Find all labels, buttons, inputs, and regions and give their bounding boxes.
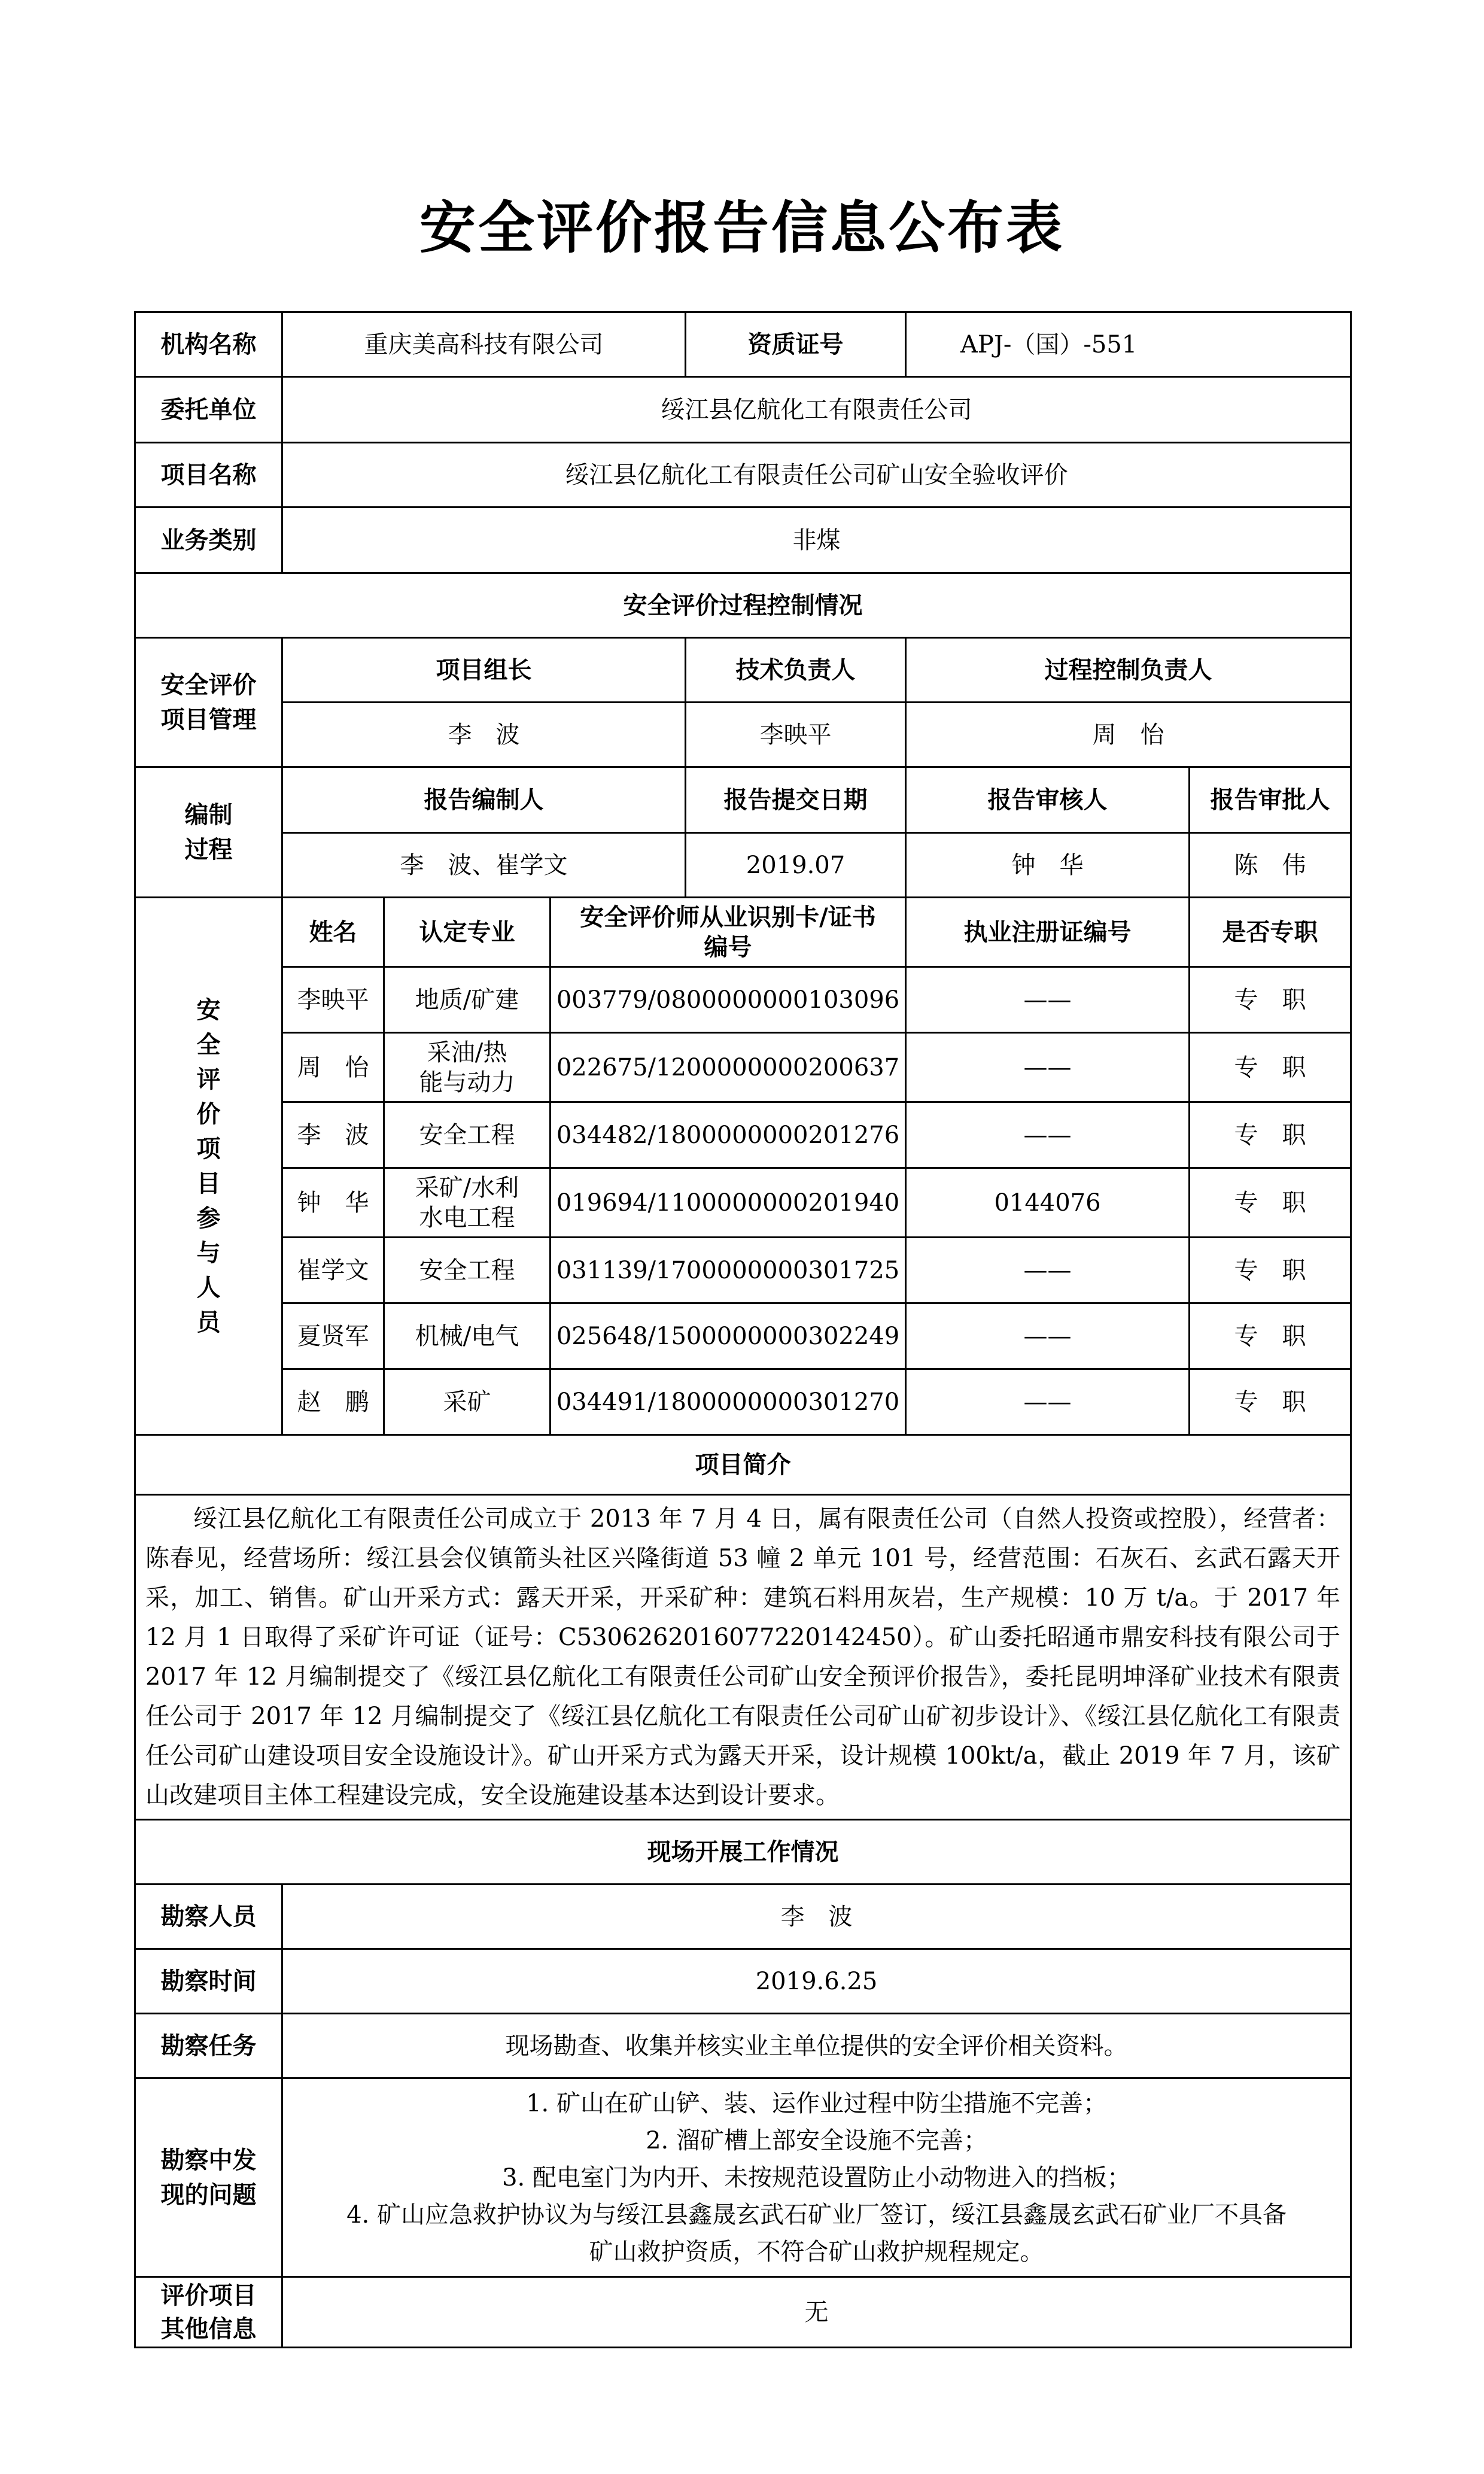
participant-major: 安全工程 xyxy=(384,1238,551,1303)
participant-reg: —— xyxy=(906,967,1190,1033)
participant-name: 李 波 xyxy=(282,1102,384,1168)
compile-header: 报告审批人 xyxy=(1190,767,1351,833)
page-title: 安全评价报告信息公布表 xyxy=(419,196,1065,261)
intro-section-title: 项目简介 xyxy=(135,1435,1351,1495)
participant-fulltime: 专 职 xyxy=(1190,1238,1351,1303)
survey-staff-value: 李 波 xyxy=(282,1885,1351,1949)
participant-major: 安全工程 xyxy=(384,1102,551,1168)
management-header: 技术负责人 xyxy=(686,638,906,703)
list-item: 1. 矿山在矿山铲、装、运作业过程中防尘措施不完善； xyxy=(526,2089,1107,2117)
participants-header: 姓名 xyxy=(282,898,384,967)
participant-reg: —— xyxy=(906,1369,1190,1435)
compile-value: 陈 伟 xyxy=(1190,833,1351,898)
participants-header: 执业注册证编号 xyxy=(906,898,1190,967)
table-row xyxy=(135,1033,1351,1102)
compile-label xyxy=(135,767,282,898)
survey-staff-label: 勘察人员 xyxy=(135,1885,282,1949)
project-label: 项目名称 xyxy=(135,443,282,507)
survey-issues-label xyxy=(135,2078,282,2277)
client-value: 绥江县亿航化工有限责任公司 xyxy=(282,377,1351,443)
management-value: 李映平 xyxy=(686,703,906,767)
participant-card: 034482/1800000000201276 xyxy=(551,1102,906,1168)
survey-time-value: 2019.6.25 xyxy=(282,1949,1351,2014)
cert-label: 资质证号 xyxy=(686,312,906,377)
participant-card: 025648/1500000000302249 xyxy=(551,1303,906,1369)
list-item: 4. 矿山应急救护协议为与绥江县鑫晟玄武石矿业厂签订，绥江县鑫晟玄武石矿业厂不具备 xyxy=(346,2201,1287,2229)
table-row xyxy=(135,1303,1351,1369)
compile-label-text: 编制过程 xyxy=(184,801,233,864)
table-row xyxy=(135,1102,1351,1168)
participant-reg: —— xyxy=(906,1102,1190,1168)
project-value: 绥江县亿航化工有限责任公司矿山安全验收评价 xyxy=(282,443,1351,507)
management-header: 过程控制负责人 xyxy=(906,638,1351,703)
survey-time-label: 勘察时间 xyxy=(135,1949,282,2014)
business-value: 非煤 xyxy=(282,507,1351,573)
participant-reg: 0144076 xyxy=(906,1168,1190,1238)
info-table xyxy=(134,311,1352,2348)
management-value: 周 怡 xyxy=(906,703,1351,767)
participant-fulltime: 专 职 xyxy=(1190,1369,1351,1435)
survey-issues-label-text: 勘察中发现的问题 xyxy=(160,2146,257,2209)
survey-task-value: 现场勘查、收集并核实业主单位提供的安全评价相关资料。 xyxy=(282,2014,1351,2078)
participant-major xyxy=(384,1033,551,1102)
participants-label-text: 安全评价项目参与人员 xyxy=(196,996,221,1336)
participant-fulltime: 专 职 xyxy=(1190,1102,1351,1168)
cert-value: APJ-（国）-551 xyxy=(906,312,1351,377)
compile-header: 报告编制人 xyxy=(282,767,686,833)
list-item: 3. 配电室门为内开、未按规范设置防止小动物进入的挡板； xyxy=(502,2163,1131,2192)
table-row xyxy=(135,967,1351,1033)
participant-name: 周 怡 xyxy=(282,1033,384,1102)
other-info-label xyxy=(135,2277,282,2348)
compile-header: 报告审核人 xyxy=(906,767,1190,833)
table-row xyxy=(135,1168,1351,1238)
participant-fulltime: 专 职 xyxy=(1190,1033,1351,1102)
list-item: 2. 溜矿槽上部安全设施不完善； xyxy=(646,2126,987,2154)
other-info-label-text: 评价项目其他信息 xyxy=(160,2281,257,2343)
client-label: 委托单位 xyxy=(135,377,282,443)
table-row xyxy=(135,1238,1351,1303)
org-value: 重庆美高科技有限公司 xyxy=(282,312,686,377)
participant-name: 钟 华 xyxy=(282,1168,384,1238)
participant-major-text: 采油/热能与动力 xyxy=(419,1038,515,1096)
survey-issues-list xyxy=(282,2078,1351,2277)
participant-name: 赵 鹏 xyxy=(282,1369,384,1435)
list-item: 矿山救护资质，不符合矿山救护规程规定。 xyxy=(589,2238,1044,2266)
participant-major: 地质/矿建 xyxy=(384,967,551,1033)
management-value: 李 波 xyxy=(282,703,686,767)
compile-value: 李 波、崔学文 xyxy=(282,833,686,898)
participant-major-text: 采矿/水利水电工程 xyxy=(415,1174,519,1232)
participant-reg: —— xyxy=(906,1303,1190,1369)
participants-header: 是否专职 xyxy=(1190,898,1351,967)
participant-name: 崔学文 xyxy=(282,1238,384,1303)
process-section-title: 安全评价过程控制情况 xyxy=(135,573,1351,638)
other-info-value: 无 xyxy=(282,2277,1351,2348)
participant-reg: —— xyxy=(906,1238,1190,1303)
participant-card: 034491/1800000000301270 xyxy=(551,1369,906,1435)
participant-fulltime: 专 职 xyxy=(1190,1168,1351,1238)
participant-reg: —— xyxy=(906,1033,1190,1102)
management-header: 项目组长 xyxy=(282,638,686,703)
participant-name: 李映平 xyxy=(282,967,384,1033)
participant-major xyxy=(384,1168,551,1238)
org-label: 机构名称 xyxy=(135,312,282,377)
management-label-text: 安全评价项目管理 xyxy=(160,671,257,734)
field-section-title: 现场开展工作情况 xyxy=(135,1820,1351,1885)
participant-major: 机械/电气 xyxy=(384,1303,551,1369)
participant-fulltime: 专 职 xyxy=(1190,1303,1351,1369)
management-label xyxy=(135,638,282,767)
participant-name: 夏贤军 xyxy=(282,1303,384,1369)
participants-header-text: 安全评价师从业识别卡/证书编号 xyxy=(580,903,876,961)
table-row xyxy=(135,1369,1351,1435)
participants-header: 认定专业 xyxy=(384,898,551,967)
business-label: 业务类别 xyxy=(135,507,282,573)
participant-fulltime: 专 职 xyxy=(1190,967,1351,1033)
compile-header: 报告提交日期 xyxy=(686,767,906,833)
survey-task-label: 勘察任务 xyxy=(135,2014,282,2078)
participant-card: 022675/1200000000200637 xyxy=(551,1033,906,1102)
compile-value: 2019.07 xyxy=(686,833,906,898)
participant-card: 003779/0800000000103096 xyxy=(551,967,906,1033)
compile-value: 钟 华 xyxy=(906,833,1190,898)
participants-header xyxy=(551,898,906,967)
participant-card: 031139/1700000000301725 xyxy=(551,1238,906,1303)
participant-card: 019694/1100000000201940 xyxy=(551,1168,906,1238)
participants-label xyxy=(135,898,282,1435)
intro-text: 绥江县亿航化工有限责任公司成立于 2013 年 7 月 4 日，属有限责任公司（自然人投资或控股），经营者：陈春见，经营场所：绥江县会仪镇箭头社区兴隆街道 53 幢 2 单元 101 号，经营范围：石灰石、玄武石露天开采，加工、销售。矿山开采方式：露天开采，开采矿种：建筑石料用灰岩，生产规模：10 万 t/a。于 2017 年 12 月 1 日取得了采矿许可证（证号：C5306262016077220142450）。矿山委托昭通市鼎安科技有限公司于 2017 年 12 月编制提交了《绥江县亿航化工有限责任公司矿山安全预评价报告》，委托昆明坤泽矿业技术有限责任公司于 2017 年 12 月编制提交了《绥江县亿航化工有限责任公司矿山矿初步设计》、《绥江县亿航化工有限责任公司矿山建设项目安全设施设计》。矿山开采方式为露天开采，设计规模 100kt/a，截止 2019 年 7 月，该矿山改建项目主体工程建设完成，安全设施建设基本达到设计要求。 xyxy=(135,1495,1351,1820)
participant-major: 采矿 xyxy=(384,1369,551,1435)
